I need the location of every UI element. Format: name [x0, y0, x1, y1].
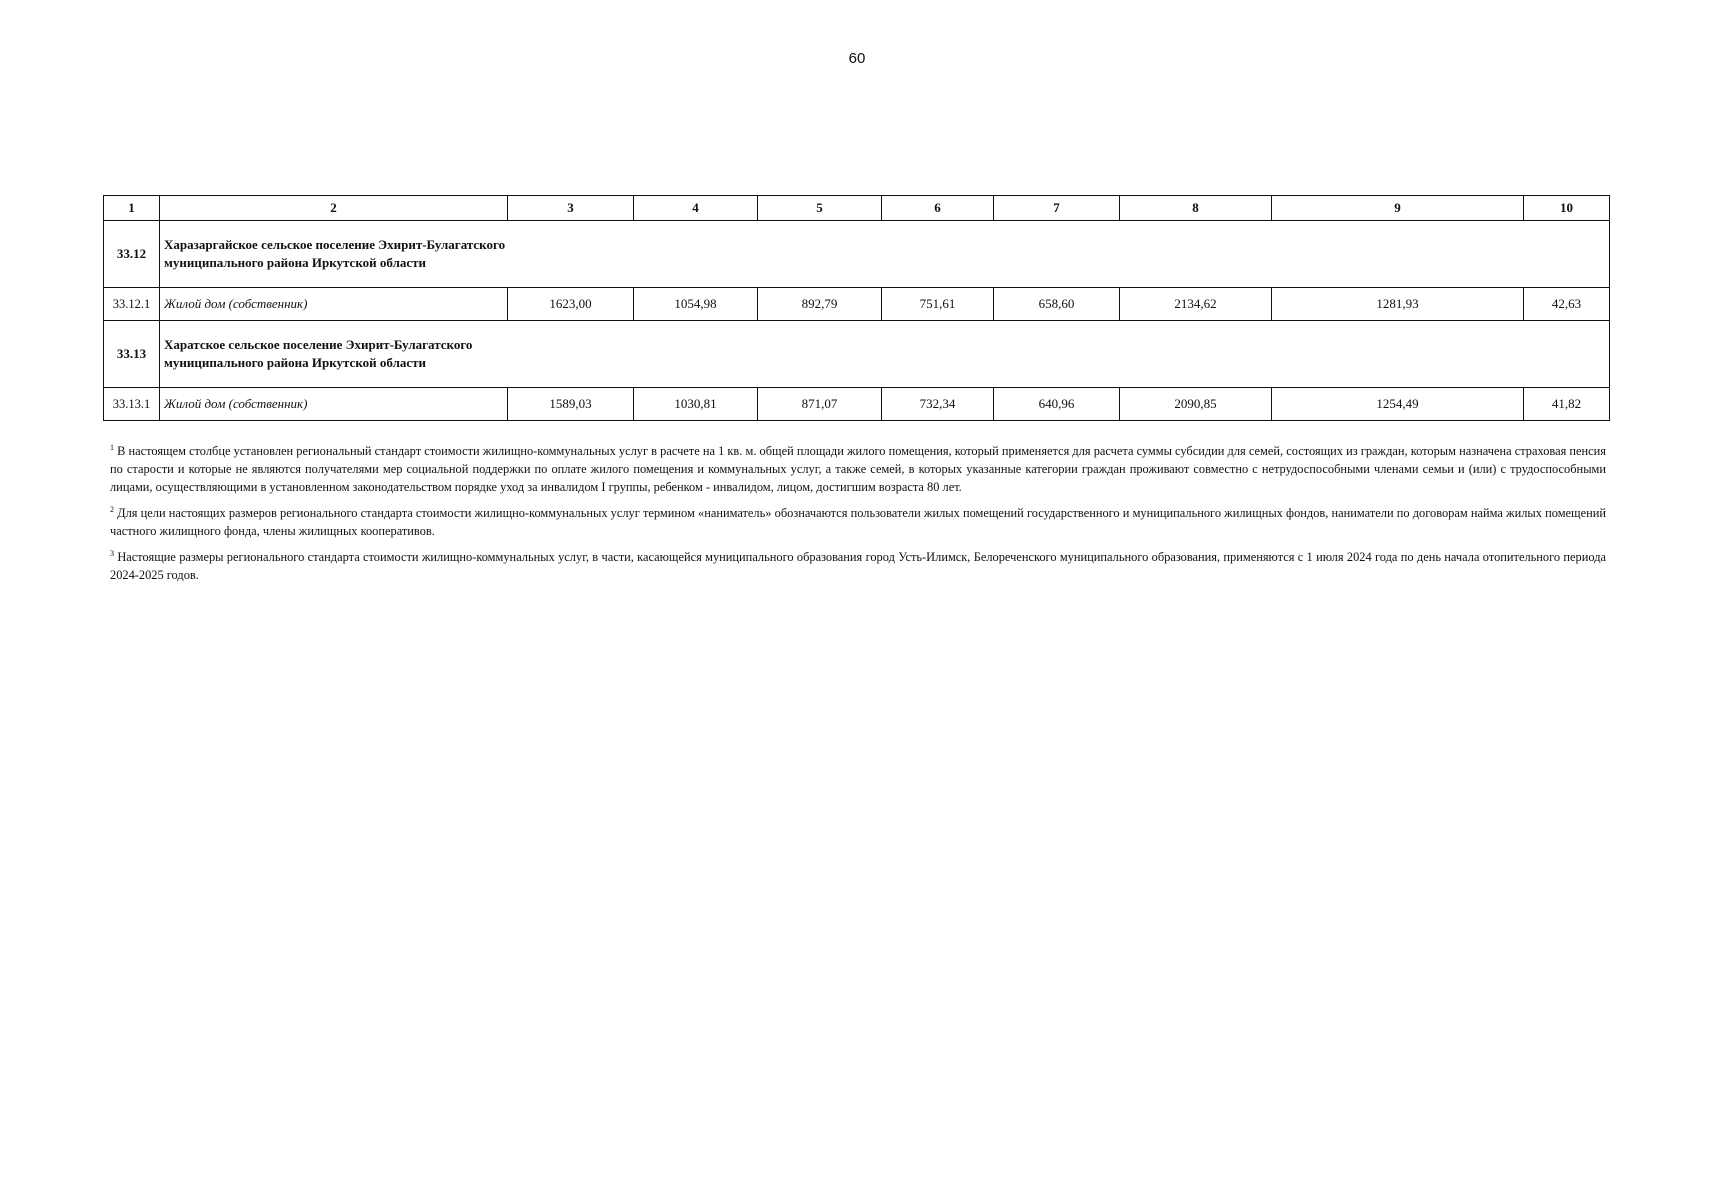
value-cell: 751,61 [882, 288, 994, 321]
footnote-mark: 1 [110, 442, 114, 452]
item-code: 33.12.1 [104, 288, 160, 321]
footnote-3 [110, 548, 1606, 584]
footnotes [110, 442, 1606, 592]
value-cell: 1254,49 [1272, 388, 1524, 421]
section-row [104, 221, 1610, 288]
value-cell: 2090,85 [1120, 388, 1272, 421]
value-cell: 1030,81 [634, 388, 758, 421]
column-header: 3 [508, 196, 634, 221]
value-cell: 1623,00 [508, 288, 634, 321]
value-cell: 42,63 [1524, 288, 1610, 321]
item-name: Жилой дом (собственник) [160, 388, 508, 421]
item-name: Жилой дом (собственник) [160, 288, 508, 321]
section-code: 33.12 [104, 221, 160, 288]
value-cell: 658,60 [994, 288, 1120, 321]
value-cell: 892,79 [758, 288, 882, 321]
value-cell: 1281,93 [1272, 288, 1524, 321]
value-cell: 732,34 [882, 388, 994, 421]
footnote-mark: 2 [110, 504, 114, 514]
section-title-cell [160, 221, 1610, 288]
column-header: 8 [1120, 196, 1272, 221]
footnote-text: Для цели настоящих размеров регионального стандарта стоимости жилищно-коммунальных услуг термином «наниматель» обозначаются пользователи жилых помещений государственного и муниципального жилищных фондов, наниматели по договорам найма жилых помещений частного жилищного фонда, члены жилищных кооперативов. [110, 506, 1606, 538]
footnote-mark: 3 [110, 548, 114, 558]
table-row [104, 288, 1610, 321]
column-header: 4 [634, 196, 758, 221]
column-header: 7 [994, 196, 1120, 221]
value-cell: 640,96 [994, 388, 1120, 421]
footnote-1 [110, 442, 1606, 496]
table-header-row [104, 196, 1610, 221]
section-title-cell [160, 321, 1610, 388]
column-header: 10 [1524, 196, 1610, 221]
value-cell: 871,07 [758, 388, 882, 421]
column-header: 1 [104, 196, 160, 221]
footnote-text: В настоящем столбце установлен региональный стандарт стоимости жилищно-коммунальных услуг в расчете на 1 кв. м. общей площади жилого помещения, который применяется для расчета суммы субсидии для семей, состоящих из граждан, которым назначена страховая пенсия по старости и которые не являются получателями мер социальной поддержки по оплате жилого помещения и коммунальных услуг, а также семей, в которых указанные категории граждан проживают совместно с нетрудоспособными членами семьи и (или) с трудоспособными лицами, осуществляющими в установленном законодательством порядке уход за инвалидом I группы, ребенком - инвалидом, лицом, достигшим возраста 80 лет. [110, 444, 1606, 494]
page-number: 60 [848, 50, 866, 67]
value-cell: 41,82 [1524, 388, 1610, 421]
footnote-text: Настоящие размеры регионального стандарта стоимости жилищно-коммунальных услуг, в части, касающейся муниципального образования город Усть-Илимск, Белореченского муниципального образования, применяются с 1 июля 2024 года по день начала отопительного периода 2024-2025 годов. [110, 550, 1606, 582]
column-header: 9 [1272, 196, 1524, 221]
item-code: 33.13.1 [104, 388, 160, 421]
footnote-2 [110, 504, 1606, 540]
column-header: 2 [160, 196, 508, 221]
section-title: Харатское сельское поселение Эхирит-Булагатского муниципального района Иркутской области [164, 337, 473, 370]
table-row [104, 388, 1610, 421]
section-code: 33.13 [104, 321, 160, 388]
value-cell: 1054,98 [634, 288, 758, 321]
tariff-table [103, 195, 1610, 421]
column-header: 6 [882, 196, 994, 221]
column-header: 5 [758, 196, 882, 221]
value-cell: 2134,62 [1120, 288, 1272, 321]
section-row [104, 321, 1610, 388]
value-cell: 1589,03 [508, 388, 634, 421]
section-title: Харазаргайское сельское поселение Эхирит-Булагатского муниципального района Иркутской области [164, 237, 506, 270]
